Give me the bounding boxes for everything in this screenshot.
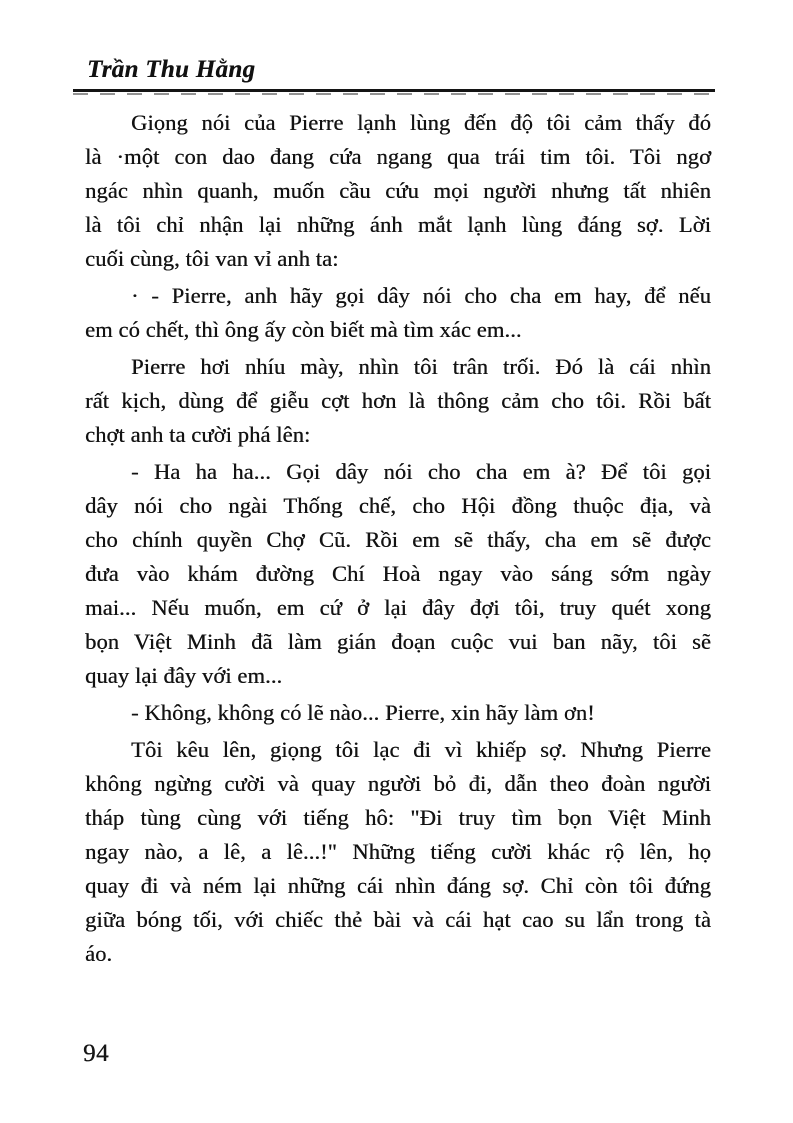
paragraph	[85, 696, 711, 730]
paragraph	[85, 106, 711, 276]
text-line: quay lại đây với em...	[85, 663, 283, 688]
text-line: giữa bóng tối, với chiếc thẻ bài và cái hạt cao su lẩn trong tà	[85, 907, 711, 932]
text-line: áo.	[85, 941, 113, 966]
text-line: Giọng nói của Pierre lạnh lùng đến độ tôi cảm thấy đó	[131, 110, 711, 135]
text-line: - Ha ha ha... Gọi dây nói cho cha em à? Để tôi gọi	[131, 459, 711, 484]
page-number: 94	[83, 1040, 109, 1067]
text-line: ngay nào, a lê, a lê...!" Những tiếng cười khác rộ lên, họ	[85, 839, 711, 864]
text-line: cho chính quyền Chợ Cũ. Rồi em sẽ thấy, cha em sẽ được	[85, 527, 711, 552]
text-line: ngác nhìn quanh, muốn cầu cứu mọi người nhưng tất nhiên	[85, 178, 711, 203]
text-line: không ngừng cười và quay người bỏ đi, dẫn theo đoàn người	[85, 771, 711, 796]
text-line: tháp tùng cùng với tiếng hô: "Đi truy tìm bọn Việt Minh	[85, 805, 711, 830]
text-line: · - Pierre, anh hãy gọi dây nói cho cha em hay, để nếu	[131, 283, 711, 308]
text-line: quay đi và ném lại những cái nhìn đáng sợ. Chỉ còn tôi đứng	[85, 873, 711, 898]
paragraph	[85, 455, 711, 693]
header-rule	[73, 89, 715, 96]
text-line: là tôi chỉ nhận lại những ánh mắt lạnh lùng đáng sợ. Lời	[85, 212, 711, 237]
paragraph	[85, 279, 711, 347]
text-line: rất kịch, dùng để giễu cợt hơn là thông cảm cho tôi. Rồi bất	[85, 388, 711, 413]
text-line: đưa vào khám đường Chí Hoà ngay vào sáng sớm ngày	[85, 561, 711, 586]
text-line: cuối cùng, tôi van vỉ anh ta:	[85, 246, 339, 271]
paragraph	[85, 733, 711, 971]
text-line: là ·một con dao đang cứa ngang qua trái tim tôi. Tôi ngơ	[85, 144, 711, 169]
author-header: Trần Thu Hằng	[87, 56, 256, 83]
text-line: chợt anh ta cười phá lên:	[85, 422, 311, 447]
text-line: dây nói cho ngài Thống chế, cho Hội đồng thuộc địa, và	[85, 493, 711, 518]
text-line: bọn Việt Minh đã làm gián đoạn cuộc vui ban nãy, tôi sẽ	[85, 629, 711, 654]
body-text	[85, 106, 711, 971]
text-line: - Không, không có lẽ nào... Pierre, xin hãy làm ơn!	[131, 700, 595, 725]
text-line: Tôi kêu lên, giọng tôi lạc đi vì khiếp sợ. Nhưng Pierre	[131, 737, 711, 762]
header-rule-dashed-line	[73, 93, 715, 95]
text-line: mai... Nếu muốn, em cứ ở lại đây đợi tôi, truy quét xong	[85, 595, 711, 620]
header-rule-solid-line	[73, 89, 715, 92]
text-line: Pierre hơi nhíu mày, nhìn tôi trân trối. Đó là cái nhìn	[131, 354, 711, 379]
paragraph	[85, 350, 711, 452]
text-line: em có chết, thì ông ấy còn biết mà tìm xác em...	[85, 317, 522, 342]
